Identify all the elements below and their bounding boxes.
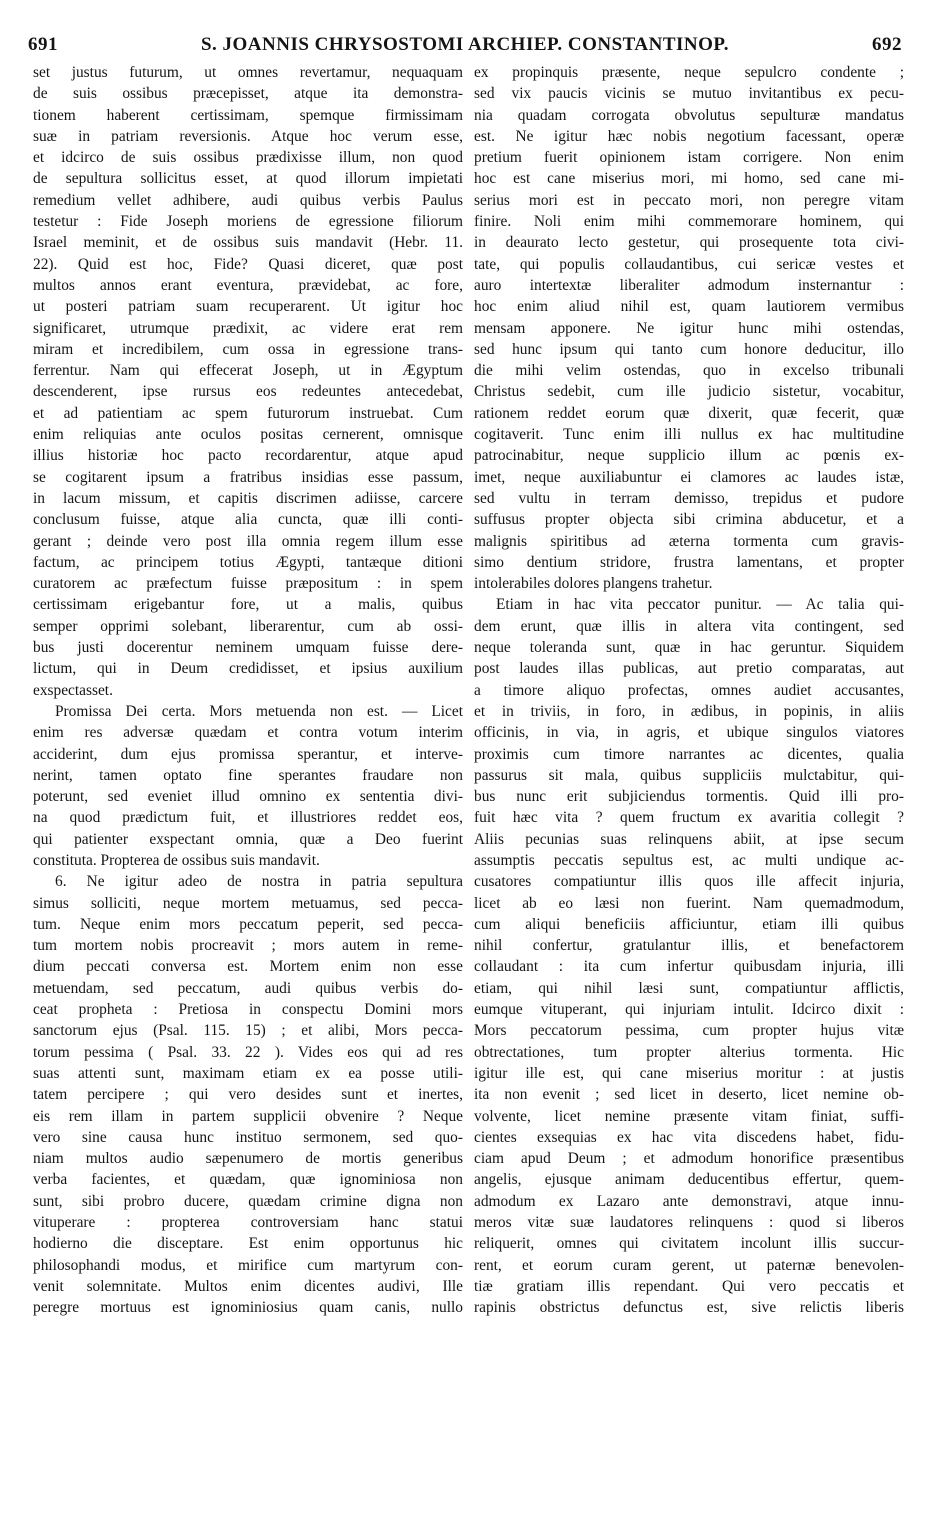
text-line: na quod prædictum fuit, et illustriores reddet eos, [33, 809, 463, 827]
text-line: simo dentium stridore, frustra lamentans, et propter [474, 553, 904, 571]
text-line: semper opprimi solebant, liberarentur, cum ab ossi- [33, 617, 463, 635]
text-line: admodum ex Lazaro ante demonstravi, atque innu- [474, 1192, 904, 1210]
text-line: sed hunc ipsum qui tanto cum honore deducitur, illo [474, 340, 904, 358]
text-line: hoc enim aliud nihil est, quam lautiorem vermibus [474, 298, 904, 316]
text-line: nihil confertur, gratulantur illis, et benefactorem [474, 937, 904, 955]
text-line: auro intertextæ liberaliter admodum insternantur : [474, 276, 904, 294]
text-line: niam multos audio sæpenumero de mortis generibus [33, 1150, 463, 1168]
text-line: obtrectationes, tum propter alterius tormenta. Hic [474, 1043, 904, 1061]
text-line: a timore aliquo profectas, omnes audiet accusantes, [474, 681, 904, 699]
text-line: philosophandi modus, et mirifice cum martyrum con- [33, 1256, 463, 1274]
text-line: conclusum fuisse, atque alia cuncta, quæ illi conti- [33, 511, 463, 529]
text-line: ex propinquis præsente, neque sepulcro condente ; [474, 64, 904, 81]
text-line: hoc est cane miserius mori, mi homo, sed cane mi- [474, 170, 904, 188]
text-line: lictum, qui in Deum credidisset, et ipsius auxilium [33, 660, 463, 678]
text-line: pretium fuerit opinionem istam corrigere. Non enim [474, 149, 904, 167]
text-line: set justus futurum, ut omnes revertamur, nequaquam [33, 64, 463, 81]
text-line: de suis ossibus præcepisset, atque ita demonstra- [33, 85, 463, 103]
text-line: officinis, in via, in agris, et ubique singulos viatores [474, 724, 904, 742]
text-line: finire. Noli enim mihi commemorare hominem, qui [474, 213, 904, 231]
text-line: igitur ille est, qui cane miserius moritur : at justis [474, 1064, 904, 1082]
text-line: assumptis peccatis sepultus est, ac multi undique ac- [474, 851, 904, 869]
text-line: testetur : Fide Joseph moriens de egressione filiorum [33, 213, 463, 231]
text-line: nia quadam corrogata obvolutus sepulturæ mandatus [474, 106, 904, 124]
text-line: hodierno die disceptare. Est enim opportunus hic [33, 1235, 463, 1253]
text-line: cientes exsequias ex hac vita discedens habet, fidu- [474, 1128, 904, 1146]
text-line: sunt, sibi probro ducere, quædam crimine digna non [33, 1192, 463, 1210]
text-line: est. Ne igitur hæc nobis negotium facessant, operæ [474, 127, 904, 145]
text-line: eis rem illam in partem supplicii obvenire ? Neque [33, 1107, 463, 1125]
text-line: patrocinabitur, neque supplicio illum ac pœnis ex- [474, 447, 904, 465]
text-line: die mihi velim ostendas, quo in excelso tribunali [474, 362, 904, 380]
text-line: tum mortem nobis procreavit ; mors autem in reme- [33, 937, 463, 955]
text-line: enim res adversæ quædam et contra votum interim [33, 724, 463, 742]
text-line: metuendam, sed peccatum, audi quibus verbis do- [33, 979, 463, 997]
text-line: in lacum missum, et capitis discrimen adiisse, carcere [33, 489, 463, 507]
text-line: rent, et eorum curam gerent, ut paternæ benevolen- [474, 1256, 904, 1274]
text-line: ut posteri patriam suam recuperarent. Ut igitur hoc [33, 298, 463, 316]
text-line: passurus sit mala, quibus suppliciis mulctabitur, qui- [474, 766, 904, 784]
text-line: se cogitarent ipsum a fratribus insidias esse passum, [33, 468, 463, 486]
text-line: cusatores compatiuntur illis quos ille affecit injuria, [474, 873, 904, 891]
text-line: angelis, ejusque animam deducentibus effertur, quem- [474, 1171, 904, 1189]
text-line: suas attenti sunt, maximam etiam ex ea posse utili- [33, 1064, 463, 1082]
text-line: suæ in patriam reversionis. Atque hoc verum esse, [33, 127, 463, 145]
text-line: proximis cum timore narrantes ac dicentes, qualia [474, 745, 904, 763]
text-line: ita non evenit ; sed licet in deserto, licet nemine ob- [474, 1086, 904, 1104]
running-title: S. JOANNIS CHRYSOSTOMI ARCHIEP. CONSTANTINOP. [200, 34, 730, 55]
text-line: venit solemnitate. Multos enim dicentes audivi, Ille [33, 1277, 463, 1295]
text-line: sed vultu in terram demisso, trepidus et pudore [474, 489, 904, 507]
text-line: descenderent, ipse rursus eos redeuntes antecedebat, [33, 383, 463, 401]
text-line: licet ab eo læsi non fuerint. Nam quemadmodum, [474, 894, 904, 912]
text-line: peregre mortuus est ignominiosius quam canis, nullo [33, 1299, 463, 1317]
text-line: suffusus propter objecta sibi crimina abducetur, et a [474, 511, 904, 529]
text-line: Mors peccatorum pessima, cum propter hujus vitæ [474, 1022, 904, 1040]
text-line: Aliis pecunias suas relinquens abiit, at ipse secum [474, 830, 904, 848]
left-text-column [33, 62, 463, 1319]
text-line: gerant ; deinde vero post illa omnia regem illum esse [33, 532, 463, 550]
text-line: neque toleranda sunt, quæ in hac geruntur. Siquidem [474, 639, 904, 657]
text-line: certissimam erigebantur fore, ut a malis, quibus [33, 596, 463, 614]
text-line: bus justi docerentur neminem umquam fuisse dere- [33, 639, 463, 657]
text-line: eumque vituperant, qui injuriam intulit. Idcirco dixit : [474, 1001, 904, 1019]
text-line: qui patienter exspectant omnia, quæ a Deo fuerint [33, 830, 463, 848]
text-line: serius mori est in peccato mori, non peregre vitam [474, 191, 904, 209]
text-line: rapinis obstrictus defunctus est, sive relictis liberis [474, 1299, 904, 1317]
right-text-column [474, 62, 904, 1319]
text-line: exspectasset. [33, 681, 113, 699]
text-line: vero sine causa hunc instituo sermonem, sed quo- [33, 1128, 463, 1146]
text-line: rationem reddet eorum quæ dixerit, quæ fecerit, quæ [474, 404, 904, 422]
text-line: acciderint, dum ejus promissa sperantur, et interve- [33, 745, 463, 763]
text-line: dem erunt, quæ illis in altera vita contingent, sed [474, 617, 904, 635]
text-line: ciam apud Deum ; et admodum honorifice præsentibus [474, 1150, 904, 1168]
text-line: nerint, tamen optato fine sperantes fraudare non [33, 766, 463, 784]
text-line: intolerabiles dolores plangens trahetur. [474, 575, 713, 593]
running-header [28, 24, 902, 60]
text-line: simus solliciti, neque mortem metuamus, sed pecca- [33, 894, 463, 912]
text-line: Israel meminit, et de ossibus suis mandavit (Hebr. 11. [33, 234, 463, 252]
text-line: multos annos erant eventura, prævidebat, ac fore, [33, 276, 463, 294]
text-line: factum, ac principem totius Ægypti, tantæque ditioni [33, 553, 463, 571]
text-line: sed vix paucis vicinis se mutuo invitantibus ex pecu- [474, 85, 904, 103]
text-line: reliquerit, omnes qui civitatem incolunt illis succur- [474, 1235, 904, 1253]
text-line: constituta. Propterea de ossibus suis mandavit. [33, 851, 320, 869]
text-line: bus nunc erit subjiciendus tormentis. Quid illi pro- [474, 788, 904, 806]
text-line: volvente, licet nemine præsente vitam finiat, suffi- [474, 1107, 904, 1125]
page-number-left: 691 [28, 34, 58, 55]
text-line: de sepultura sollicitus esset, at quod illorum impietati [33, 170, 463, 188]
text-line: cum aliqui beneficiis afficiuntur, etiam illi quibus [474, 915, 904, 933]
text-line: et idcirco de suis ossibus prædixisse illum, non quod [33, 149, 463, 167]
text-line: et ad patientiam ac spem futurorum instruebat. Cum [33, 404, 463, 422]
page-number-right: 692 [872, 34, 902, 55]
text-line: ferrentur. Nam qui effecerat Joseph, ut in Ægyptum [33, 362, 463, 380]
text-line: post laudes illas publicas, aut pretio comparatas, aut [474, 660, 904, 678]
text-line: tionem haberent certissimam, spemque firmissimam [33, 106, 463, 124]
text-line: sanctorum ejus (Psal. 115. 15) ; et alibi, Mors pecca- [33, 1022, 463, 1040]
text-line: significaret, utrumque prædixit, ac videre erat rem [33, 319, 463, 337]
text-line: miram et incredibilem, cum ossa in egressione trans- [33, 340, 463, 358]
text-line: curatorem ac præfectum fuisse præpositum : in spem [33, 575, 463, 593]
text-line: tatem percipere ; qui vero desides sunt et inertes, [33, 1086, 463, 1104]
text-line: Etiam in hac vita peccator punitur. — Ac talia qui- [496, 596, 904, 614]
text-line: 22). Quid est hoc, Fide? Quasi diceret, quæ post [33, 255, 463, 273]
text-line: remedium vellet adhibere, audi quibus verbis Paulus [33, 191, 463, 209]
text-line: enim reliquias ante oculos positas cernerent, omnisque [33, 426, 463, 444]
text-line: Christus sedebit, cum ille judicio sistetur, vocabitur, [474, 383, 904, 401]
text-line: Promissa Dei certa. Mors metuenda non est. — Licet [55, 702, 463, 720]
text-line: 6. Ne igitur adeo de nostra in patria sepultura [55, 873, 463, 891]
text-line: cogitaverit. Tunc enim illi nullus ex hac multitudine [474, 426, 904, 444]
text-line: et in triviis, in foro, in ædibus, in popinis, in aliis [474, 702, 904, 720]
text-line: ceat propheta : Pretiosa in conspectu Domini mors [33, 1001, 463, 1019]
text-line: vituperare : propterea controversiam hanc statui [33, 1214, 463, 1232]
text-line: dium peccati conversa est. Mortem enim non esse [33, 958, 463, 976]
text-line: in deaurato lecto gestetur, qui prosequente tota civi- [474, 234, 904, 252]
text-line: verba facientes, et quædam, quæ ignominiosa non [33, 1171, 463, 1189]
text-line: poterunt, sed eveniet illud omnino ex sententia divi- [33, 788, 463, 806]
text-line: collaudant : ita cum infertur quibusdam injuria, illi [474, 958, 904, 976]
text-line: torum pessima ( Psal. 33. 22 ). Vides eos qui ad res [33, 1043, 463, 1061]
text-line: mensam apponere. Ne igitur hunc mihi ostendas, [474, 319, 904, 337]
text-line: illius historiæ hoc pacto recordarentur, atque apud [33, 447, 463, 465]
text-line: meros vitæ suæ laudatores relinquens : quod si liberos [474, 1214, 904, 1232]
text-line: tate, qui populis collaudantibus, cui sericæ vestes et [474, 255, 904, 273]
text-line: tiæ gratiam illis rependant. Qui vero peccatis et [474, 1277, 904, 1295]
text-line: etiam, qui nihil læsi sunt, compatiuntur afflictis, [474, 979, 904, 997]
text-line: tum. Neque enim mors peccatum peperit, sed pecca- [33, 915, 463, 933]
text-line: imet, neque auxiliabuntur ei clamores ac laudes istæ, [474, 468, 904, 486]
text-line: fuit hæc vita ? quem fructum ex avaritia collegit ? [474, 809, 904, 827]
text-line: malignis spiritibus ad æterna tormenta cum gravis- [474, 532, 904, 550]
